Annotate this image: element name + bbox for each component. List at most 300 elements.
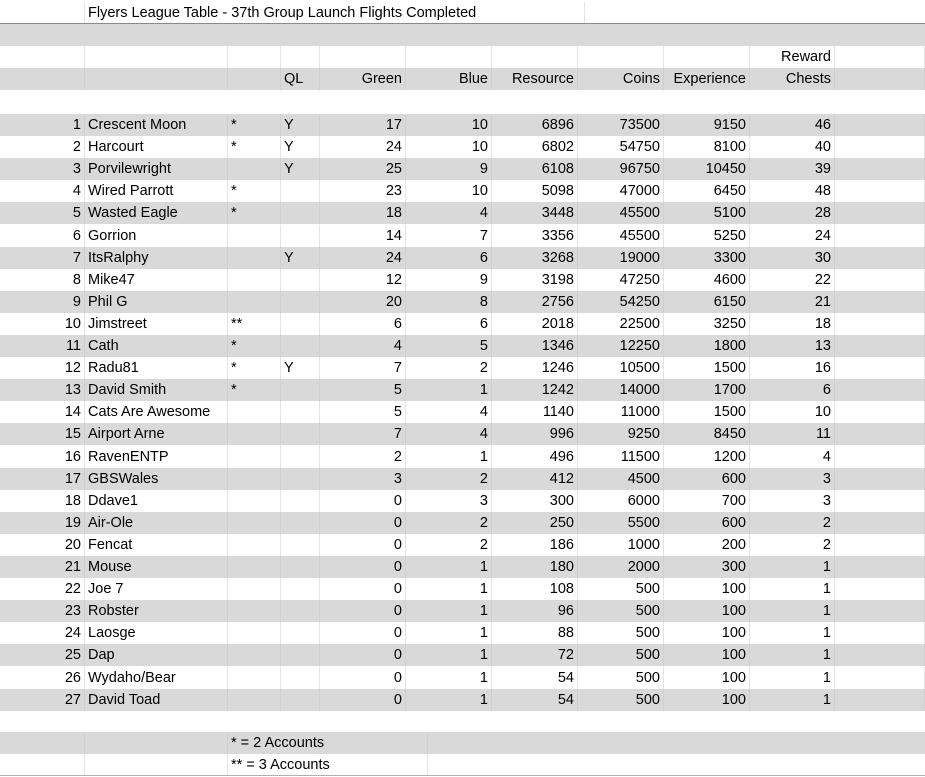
cell[interactable] (835, 468, 925, 490)
rank-cell[interactable]: 3 (0, 158, 85, 180)
green-count[interactable]: 18 (320, 202, 406, 224)
resource-value[interactable]: 5098 (492, 180, 578, 202)
accounts-marker[interactable] (228, 423, 281, 445)
cell[interactable] (835, 202, 925, 224)
coins-value[interactable]: 4500 (578, 468, 664, 490)
ql-flag[interactable]: Y (281, 136, 320, 158)
rank-cell[interactable]: 15 (0, 423, 85, 445)
coins-value[interactable]: 500 (578, 689, 664, 711)
resource-value[interactable]: 1346 (492, 335, 578, 357)
cell[interactable] (835, 379, 925, 401)
coins-value[interactable]: 45500 (578, 225, 664, 247)
resource-value[interactable]: 6108 (492, 158, 578, 180)
cell[interactable] (835, 114, 925, 136)
header-blue[interactable]: Blue (406, 68, 492, 90)
blue-count[interactable]: 1 (406, 379, 492, 401)
cell[interactable] (85, 46, 228, 68)
rank-cell[interactable]: 24 (0, 622, 85, 644)
player-name[interactable]: Ddave1 (85, 490, 228, 512)
coins-value[interactable]: 22500 (578, 313, 664, 335)
experience-value[interactable]: 700 (664, 490, 750, 512)
player-name[interactable]: Gorrion (85, 225, 228, 247)
green-count[interactable]: 12 (320, 269, 406, 291)
player-name[interactable]: Phil G (85, 291, 228, 313)
rank-cell[interactable]: 25 (0, 644, 85, 666)
rank-cell[interactable]: 16 (0, 446, 85, 468)
accounts-marker[interactable] (228, 534, 281, 556)
blue-count[interactable]: 2 (406, 357, 492, 379)
experience-value[interactable]: 4600 (664, 269, 750, 291)
player-name[interactable]: GBSWales (85, 468, 228, 490)
accounts-marker[interactable]: ** (228, 313, 281, 335)
experience-value[interactable]: 6150 (664, 291, 750, 313)
blue-count[interactable]: 2 (406, 468, 492, 490)
reward-chests-value[interactable]: 10 (750, 401, 835, 423)
ql-flag[interactable] (281, 667, 320, 689)
green-count[interactable]: 24 (320, 136, 406, 158)
reward-chests-value[interactable]: 3 (750, 468, 835, 490)
cell[interactable] (835, 291, 925, 313)
blue-count[interactable]: 1 (406, 622, 492, 644)
rank-cell[interactable]: 9 (0, 291, 85, 313)
green-count[interactable]: 0 (320, 556, 406, 578)
reward-chests-value[interactable]: 18 (750, 313, 835, 335)
cell[interactable] (835, 313, 925, 335)
green-count[interactable]: 0 (320, 689, 406, 711)
accounts-marker[interactable] (228, 446, 281, 468)
header-experience[interactable]: Experience (664, 68, 750, 90)
green-count[interactable]: 5 (320, 379, 406, 401)
blue-count[interactable]: 10 (406, 180, 492, 202)
rank-cell[interactable]: 18 (0, 490, 85, 512)
resource-value[interactable]: 108 (492, 578, 578, 600)
experience-value[interactable]: 200 (664, 534, 750, 556)
rank-cell[interactable]: 23 (0, 600, 85, 622)
cell[interactable] (835, 446, 925, 468)
blue-count[interactable]: 1 (406, 600, 492, 622)
cell[interactable] (835, 46, 925, 68)
reward-chests-value[interactable]: 1 (750, 600, 835, 622)
blue-count[interactable]: 9 (406, 269, 492, 291)
ql-flag[interactable] (281, 423, 320, 445)
coins-value[interactable]: 500 (578, 622, 664, 644)
ql-flag[interactable] (281, 335, 320, 357)
accounts-marker[interactable] (228, 600, 281, 622)
accounts-marker[interactable]: * (228, 202, 281, 224)
resource-value[interactable]: 6896 (492, 114, 578, 136)
reward-chests-value[interactable]: 28 (750, 202, 835, 224)
green-count[interactable]: 0 (320, 512, 406, 534)
ql-flag[interactable] (281, 269, 320, 291)
blue-count[interactable]: 6 (406, 247, 492, 269)
resource-value[interactable]: 2756 (492, 291, 578, 313)
experience-value[interactable]: 100 (664, 578, 750, 600)
player-name[interactable]: Radu81 (85, 357, 228, 379)
cell[interactable] (835, 158, 925, 180)
coins-value[interactable]: 45500 (578, 202, 664, 224)
reward-chests-value[interactable]: 21 (750, 291, 835, 313)
player-name[interactable]: Air-Ole (85, 512, 228, 534)
resource-value[interactable]: 186 (492, 534, 578, 556)
coins-value[interactable]: 47250 (578, 269, 664, 291)
rank-cell[interactable]: 17 (0, 468, 85, 490)
green-count[interactable]: 7 (320, 357, 406, 379)
resource-value[interactable]: 3198 (492, 269, 578, 291)
green-count[interactable]: 6 (320, 313, 406, 335)
player-name[interactable]: Crescent Moon (85, 114, 228, 136)
player-name[interactable]: Joe 7 (85, 578, 228, 600)
player-name[interactable]: ItsRalphy (85, 247, 228, 269)
reward-chests-value[interactable]: 2 (750, 512, 835, 534)
ql-flag[interactable] (281, 534, 320, 556)
header-ql[interactable]: QL (281, 68, 320, 90)
cell[interactable] (835, 357, 925, 379)
accounts-marker[interactable] (228, 247, 281, 269)
reward-chests-value[interactable]: 46 (750, 114, 835, 136)
cell[interactable] (835, 136, 925, 158)
header-resource[interactable]: Resource (492, 68, 578, 90)
cell[interactable] (835, 689, 925, 711)
reward-chests-value[interactable]: 1 (750, 667, 835, 689)
player-name[interactable]: David Smith (85, 379, 228, 401)
reward-chests-value[interactable]: 40 (750, 136, 835, 158)
cell[interactable] (228, 46, 281, 68)
resource-value[interactable]: 996 (492, 423, 578, 445)
green-count[interactable]: 0 (320, 600, 406, 622)
coins-value[interactable]: 54750 (578, 136, 664, 158)
green-count[interactable]: 14 (320, 225, 406, 247)
resource-value[interactable]: 1242 (492, 379, 578, 401)
player-name[interactable]: Wydaho/Bear (85, 667, 228, 689)
green-count[interactable]: 2 (320, 446, 406, 468)
experience-value[interactable]: 100 (664, 622, 750, 644)
rank-cell[interactable]: 7 (0, 247, 85, 269)
reward-chests-value[interactable]: 48 (750, 180, 835, 202)
accounts-marker[interactable] (228, 468, 281, 490)
blue-count[interactable]: 2 (406, 512, 492, 534)
header-coins[interactable]: Coins (578, 68, 664, 90)
rank-cell[interactable]: 1 (0, 114, 85, 136)
reward-chests-value[interactable]: 1 (750, 556, 835, 578)
coins-value[interactable]: 96750 (578, 158, 664, 180)
cell[interactable] (835, 247, 925, 269)
rank-cell[interactable]: 10 (0, 313, 85, 335)
rank-cell[interactable]: 14 (0, 401, 85, 423)
player-name[interactable]: Laosge (85, 622, 228, 644)
blue-count[interactable]: 4 (406, 423, 492, 445)
resource-value[interactable]: 96 (492, 600, 578, 622)
rank-cell[interactable]: 13 (0, 379, 85, 401)
rank-cell[interactable]: 8 (0, 269, 85, 291)
player-name[interactable]: Wired Parrott (85, 180, 228, 202)
cell[interactable] (85, 732, 228, 754)
experience-value[interactable]: 3250 (664, 313, 750, 335)
cell[interactable] (578, 46, 664, 68)
experience-value[interactable]: 1500 (664, 401, 750, 423)
rank-cell[interactable]: 26 (0, 667, 85, 689)
reward-chests-value[interactable]: 4 (750, 446, 835, 468)
ql-flag[interactable] (281, 600, 320, 622)
player-name[interactable]: Jimstreet (85, 313, 228, 335)
experience-value[interactable]: 8100 (664, 136, 750, 158)
ql-flag[interactable] (281, 291, 320, 313)
player-name[interactable]: David Toad (85, 689, 228, 711)
cell[interactable] (835, 600, 925, 622)
player-name[interactable]: Fencat (85, 534, 228, 556)
ql-flag[interactable] (281, 512, 320, 534)
resource-value[interactable]: 3448 (492, 202, 578, 224)
blue-count[interactable]: 1 (406, 578, 492, 600)
ql-flag[interactable] (281, 446, 320, 468)
coins-value[interactable]: 500 (578, 600, 664, 622)
rank-cell[interactable]: 20 (0, 534, 85, 556)
coins-value[interactable]: 73500 (578, 114, 664, 136)
experience-value[interactable]: 1800 (664, 335, 750, 357)
cell[interactable] (835, 644, 925, 666)
ql-flag[interactable] (281, 468, 320, 490)
blue-count[interactable]: 5 (406, 335, 492, 357)
experience-value[interactable]: 1500 (664, 357, 750, 379)
green-count[interactable]: 7 (320, 423, 406, 445)
cell[interactable] (835, 622, 925, 644)
blue-count[interactable]: 3 (406, 490, 492, 512)
resource-value[interactable]: 1140 (492, 401, 578, 423)
accounts-marker[interactable]: * (228, 136, 281, 158)
green-count[interactable]: 25 (320, 158, 406, 180)
accounts-marker[interactable]: * (228, 379, 281, 401)
resource-value[interactable]: 54 (492, 667, 578, 689)
experience-value[interactable]: 3300 (664, 247, 750, 269)
green-count[interactable]: 0 (320, 578, 406, 600)
blue-count[interactable]: 10 (406, 114, 492, 136)
accounts-marker[interactable] (228, 291, 281, 313)
blue-count[interactable]: 4 (406, 401, 492, 423)
blue-count[interactable]: 1 (406, 667, 492, 689)
reward-chests-value[interactable]: 30 (750, 247, 835, 269)
blue-count[interactable]: 1 (406, 556, 492, 578)
accounts-marker[interactable]: * (228, 114, 281, 136)
rank-cell[interactable]: 5 (0, 202, 85, 224)
player-name[interactable]: Cath (85, 335, 228, 357)
blue-count[interactable]: 10 (406, 136, 492, 158)
player-name[interactable]: Airport Arne (85, 423, 228, 445)
accounts-marker[interactable]: * (228, 357, 281, 379)
green-count[interactable]: 0 (320, 667, 406, 689)
resource-value[interactable]: 6802 (492, 136, 578, 158)
reward-chests-value[interactable]: 24 (750, 225, 835, 247)
reward-chests-value[interactable]: 1 (750, 622, 835, 644)
cell[interactable] (0, 2, 85, 24)
sheet-title[interactable]: Flyers League Table - 37th Group Launch Flights Completed (85, 2, 585, 24)
experience-value[interactable]: 5250 (664, 225, 750, 247)
cell[interactable] (0, 46, 85, 68)
footnote-two-accounts[interactable]: * = 2 Accounts (228, 732, 428, 754)
cell[interactable] (835, 512, 925, 534)
coins-value[interactable]: 500 (578, 644, 664, 666)
accounts-marker[interactable] (228, 644, 281, 666)
ql-flag[interactable] (281, 225, 320, 247)
resource-value[interactable]: 180 (492, 556, 578, 578)
accounts-marker[interactable]: * (228, 180, 281, 202)
reward-chests-value[interactable]: 1 (750, 644, 835, 666)
experience-value[interactable]: 5100 (664, 202, 750, 224)
ql-flag[interactable] (281, 180, 320, 202)
blue-count[interactable]: 1 (406, 446, 492, 468)
accounts-marker[interactable] (228, 225, 281, 247)
coins-value[interactable]: 6000 (578, 490, 664, 512)
player-name[interactable]: Robster (85, 600, 228, 622)
cell[interactable] (0, 68, 85, 90)
cell[interactable] (835, 490, 925, 512)
player-name[interactable]: Dap (85, 644, 228, 666)
rank-cell[interactable]: 2 (0, 136, 85, 158)
resource-value[interactable]: 496 (492, 446, 578, 468)
green-count[interactable]: 0 (320, 622, 406, 644)
player-name[interactable]: Wasted Eagle (85, 202, 228, 224)
experience-value[interactable]: 100 (664, 600, 750, 622)
reward-chests-value[interactable]: 16 (750, 357, 835, 379)
experience-value[interactable]: 100 (664, 644, 750, 666)
cell[interactable] (0, 754, 85, 776)
blue-count[interactable]: 7 (406, 225, 492, 247)
cell[interactable] (85, 754, 228, 776)
player-name[interactable]: RavenENTP (85, 446, 228, 468)
cell[interactable] (835, 556, 925, 578)
reward-chests-value[interactable]: 13 (750, 335, 835, 357)
coins-value[interactable]: 1000 (578, 534, 664, 556)
reward-chests-value[interactable]: 3 (750, 490, 835, 512)
resource-value[interactable]: 54 (492, 689, 578, 711)
rank-cell[interactable]: 27 (0, 689, 85, 711)
cell[interactable] (664, 46, 750, 68)
cell[interactable] (835, 225, 925, 247)
coins-value[interactable]: 14000 (578, 379, 664, 401)
cell[interactable] (835, 269, 925, 291)
green-count[interactable]: 0 (320, 490, 406, 512)
resource-value[interactable]: 72 (492, 644, 578, 666)
coins-value[interactable]: 54250 (578, 291, 664, 313)
player-name[interactable]: Porvilewright (85, 158, 228, 180)
resource-value[interactable]: 3268 (492, 247, 578, 269)
experience-value[interactable]: 100 (664, 689, 750, 711)
green-count[interactable]: 23 (320, 180, 406, 202)
coins-value[interactable]: 19000 (578, 247, 664, 269)
cell[interactable] (406, 46, 492, 68)
reward-chests-value[interactable]: 2 (750, 534, 835, 556)
header-chests[interactable]: Chests (750, 68, 835, 90)
header-reward[interactable]: Reward (750, 46, 835, 68)
ql-flag[interactable] (281, 202, 320, 224)
cell[interactable] (281, 46, 320, 68)
accounts-marker[interactable] (228, 269, 281, 291)
coins-value[interactable]: 5500 (578, 512, 664, 534)
blue-count[interactable]: 1 (406, 644, 492, 666)
green-count[interactable]: 24 (320, 247, 406, 269)
player-name[interactable]: Cats Are Awesome (85, 401, 228, 423)
resource-value[interactable]: 2018 (492, 313, 578, 335)
rank-cell[interactable]: 6 (0, 225, 85, 247)
resource-value[interactable]: 88 (492, 622, 578, 644)
green-count[interactable]: 20 (320, 291, 406, 313)
coins-value[interactable]: 9250 (578, 423, 664, 445)
rank-cell[interactable]: 21 (0, 556, 85, 578)
experience-value[interactable]: 600 (664, 512, 750, 534)
coins-value[interactable]: 11000 (578, 401, 664, 423)
ql-flag[interactable] (281, 313, 320, 335)
cell[interactable] (835, 180, 925, 202)
accounts-marker[interactable] (228, 622, 281, 644)
ql-flag[interactable] (281, 622, 320, 644)
experience-value[interactable]: 6450 (664, 180, 750, 202)
coins-value[interactable]: 500 (578, 667, 664, 689)
ql-flag[interactable] (281, 490, 320, 512)
ql-flag[interactable]: Y (281, 357, 320, 379)
experience-value[interactable]: 100 (664, 667, 750, 689)
player-name[interactable]: Mouse (85, 556, 228, 578)
ql-flag[interactable] (281, 644, 320, 666)
rank-cell[interactable]: 19 (0, 512, 85, 534)
resource-value[interactable]: 1246 (492, 357, 578, 379)
reward-chests-value[interactable]: 22 (750, 269, 835, 291)
ql-flag[interactable] (281, 689, 320, 711)
cell[interactable] (320, 46, 406, 68)
blue-count[interactable]: 4 (406, 202, 492, 224)
blue-count[interactable]: 8 (406, 291, 492, 313)
resource-value[interactable]: 3356 (492, 225, 578, 247)
experience-value[interactable]: 8450 (664, 423, 750, 445)
rank-cell[interactable]: 4 (0, 180, 85, 202)
accounts-marker[interactable]: * (228, 335, 281, 357)
coins-value[interactable]: 47000 (578, 180, 664, 202)
resource-value[interactable]: 250 (492, 512, 578, 534)
cell[interactable] (0, 732, 85, 754)
cell[interactable] (835, 534, 925, 556)
ql-flag[interactable] (281, 556, 320, 578)
accounts-marker[interactable] (228, 556, 281, 578)
accounts-marker[interactable] (228, 490, 281, 512)
green-count[interactable]: 0 (320, 534, 406, 556)
ql-flag[interactable] (281, 401, 320, 423)
footnote-three-accounts[interactable]: ** = 3 Accounts (228, 754, 428, 776)
reward-chests-value[interactable]: 39 (750, 158, 835, 180)
experience-value[interactable]: 300 (664, 556, 750, 578)
green-count[interactable]: 5 (320, 401, 406, 423)
ql-flag[interactable]: Y (281, 247, 320, 269)
coins-value[interactable]: 11500 (578, 446, 664, 468)
cell[interactable] (835, 68, 925, 90)
green-count[interactable]: 4 (320, 335, 406, 357)
experience-value[interactable]: 1200 (664, 446, 750, 468)
blue-count[interactable]: 6 (406, 313, 492, 335)
player-name[interactable]: Harcourt (85, 136, 228, 158)
accounts-marker[interactable] (228, 578, 281, 600)
ql-flag[interactable]: Y (281, 158, 320, 180)
accounts-marker[interactable] (228, 401, 281, 423)
resource-value[interactable]: 412 (492, 468, 578, 490)
reward-chests-value[interactable]: 1 (750, 578, 835, 600)
cell[interactable] (835, 401, 925, 423)
accounts-marker[interactable] (228, 667, 281, 689)
coins-value[interactable]: 10500 (578, 357, 664, 379)
green-count[interactable]: 3 (320, 468, 406, 490)
accounts-marker[interactable] (228, 689, 281, 711)
ql-flag[interactable] (281, 379, 320, 401)
cell[interactable] (835, 423, 925, 445)
reward-chests-value[interactable]: 1 (750, 689, 835, 711)
reward-chests-value[interactable]: 6 (750, 379, 835, 401)
header-green[interactable]: Green (320, 68, 406, 90)
experience-value[interactable]: 10450 (664, 158, 750, 180)
